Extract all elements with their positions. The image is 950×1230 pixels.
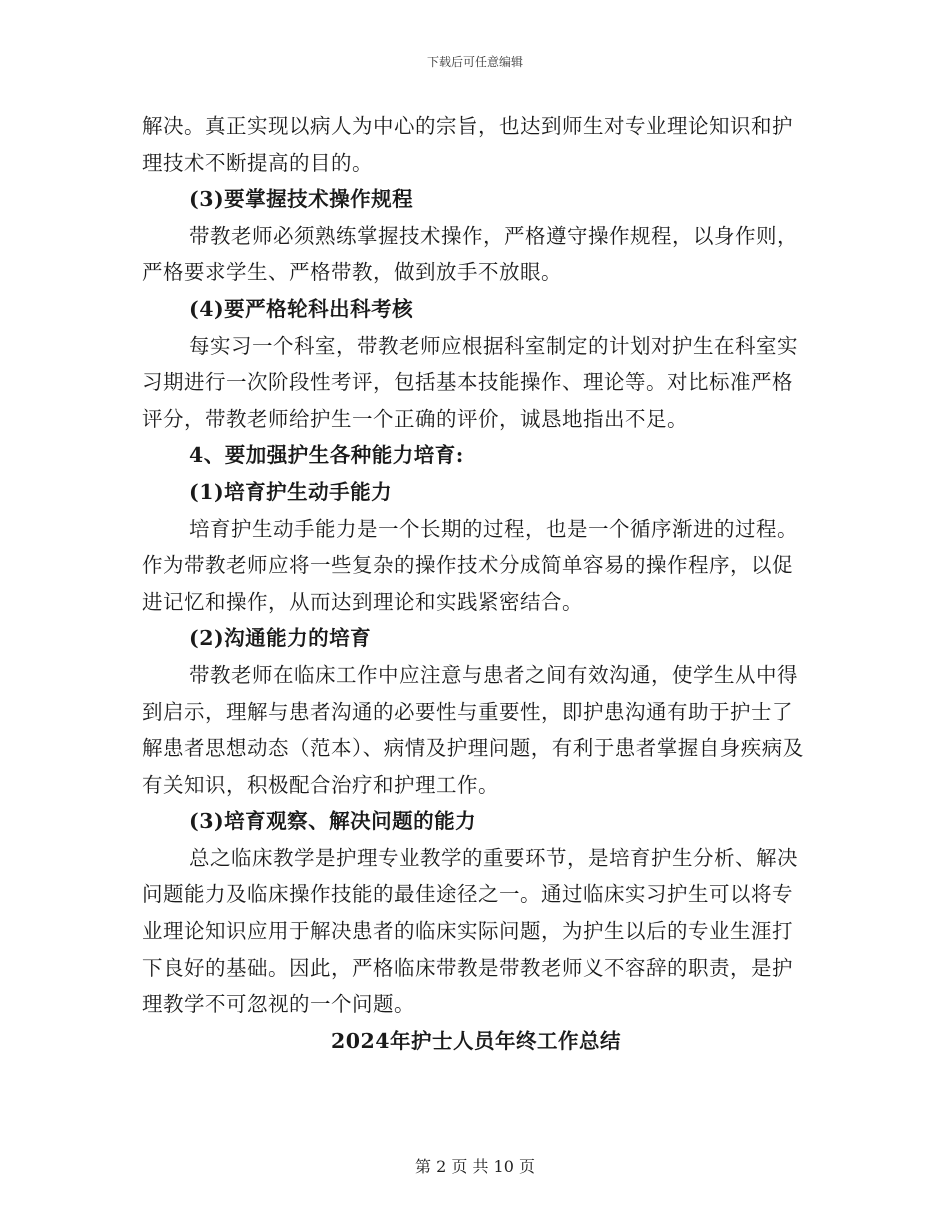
page-number-footer: 第 2 页 共 10 页: [415, 1157, 535, 1176]
paragraph-rotation-exam: 每实习一个科室，带教老师应根据科室制定的计划对护生在科室实习期进行一次阶段性考评，包括基本技能操作、理论等。对比标准严格评分，带教老师给护生一个正确的评价，诚恳地指出不足。: [142, 333, 798, 431]
paragraph-communication: 带教老师在临床工作中应注意与患者之间有效沟通，使学生从中得到启示，理解与患者沟通的必要性与重要性，即护患沟通有助于护士了解患者思想动态（范本）、病情及护理问题，有利于患者掌握自身疾病及有关知识，积极配合治疗和护理工作。: [142, 662, 804, 797]
heading-observation: (3)培育观察、解决问题的能力: [189, 809, 477, 834]
heading-section-4: 4、要加强护生各种能力培育:: [189, 443, 464, 468]
page-header: 下载后可任意编辑: [426, 55, 523, 69]
heading-technical-procedures: (3)要掌握技术操作规程: [189, 187, 414, 212]
next-document-title: 2024年护士人员年终工作总结: [330, 1028, 622, 1053]
paragraph-conclusion: 总之临床教学是护理专业教学的重要环节，是培育护生分析、解决问题能力及临床操作技能的最佳途径之一。通过临床实习护生可以将专业理论知识应用于解决患者的临床实际问题，为护生以后的专业生涯打下良好的基础。因此，严格临床带教是带教老师义不容辞的职责，是护理教学不可忽视的一个问题。: [142, 845, 798, 1017]
heading-rotation-exam: (4)要严格轮科出科考核: [189, 296, 414, 321]
document-body: [142, 108, 810, 1059]
heading-hands-on-ability: (1)培育护生动手能力: [189, 479, 393, 504]
heading-communication: (2)沟通能力的培育: [189, 626, 372, 651]
paragraph-continuation: 解决。真正实现以病人为中心的宗旨，也达到师生对专业理论知识和护理技术不断提高的目的。: [142, 114, 793, 175]
paragraph-hands-on-ability: 培育护生动手能力是一个长期的过程，也是一个循序渐进的过程。作为带教老师应将一些复杂的操作技术分成简单容易的操作程序，以促进记忆和操作，从而达到理论和实践紧密结合。: [142, 516, 798, 614]
paragraph-technical-procedures: 带教老师必须熟练掌握技术操作，严格遵守操作规程，以身作则，严格要求学生、严格带教，做到放手不放眼。: [142, 223, 798, 285]
